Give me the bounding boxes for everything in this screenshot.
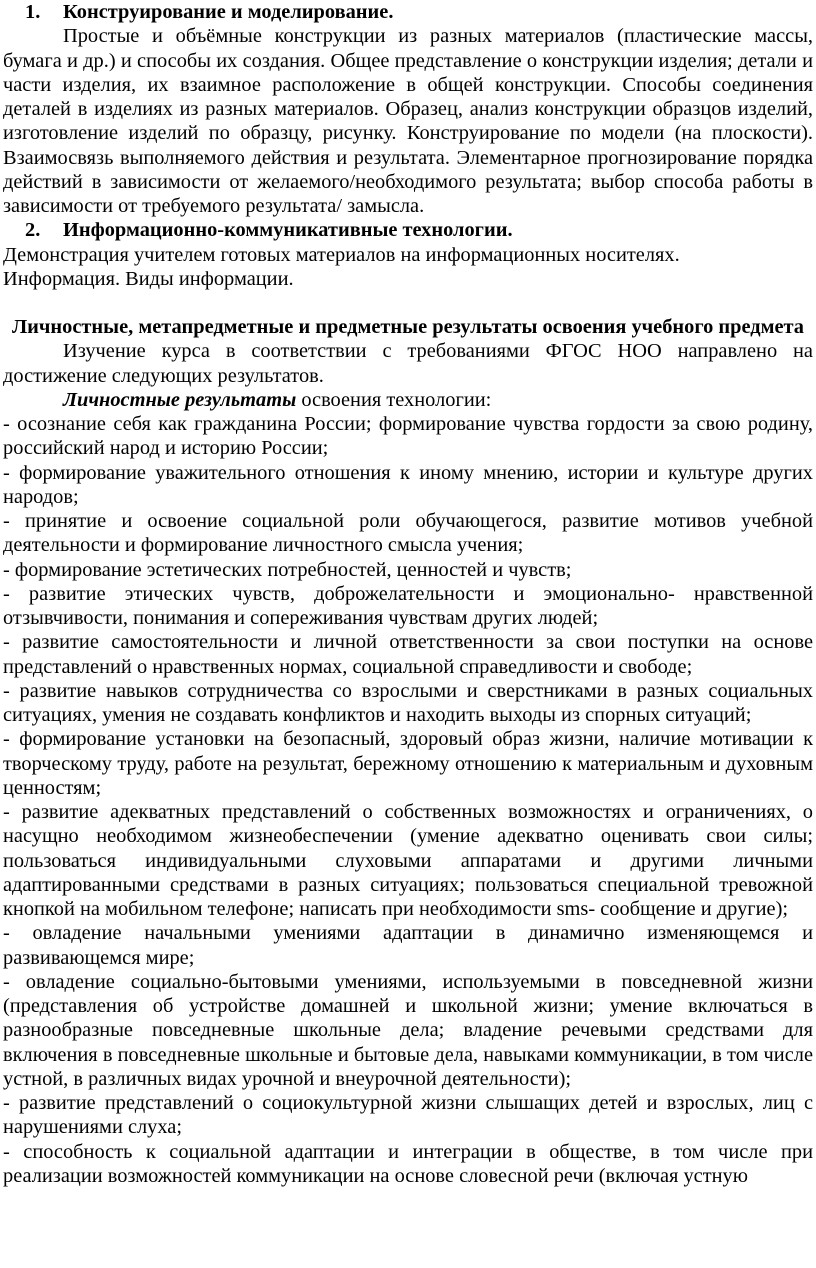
section-2-title: Информационно-коммуникативные технологии. [63,219,513,242]
personal-results-suffix: освоения технологии: [296,388,492,411]
result-item: - развитие адекватных представлений о собственных возможностях и ограничениях, о насущно необходимом жизнеобеспечении (умение адекватно оценивать свои силы; пользоваться индивидуальными слуховыми аппаратами и другими личными адаптированными средствами в разных ситуациях; пользоваться специальной тревожной кнопкой на мобильном телефоне; написать при необходимости sms- сообщение и другие); [3,801,813,920]
result-item: - развитие навыков сотрудничества со взрослыми и сверстниками в разных социальных ситуациях, умения не создавать конфликтов и находить выходы из спорных ситуаций; [3,679,813,726]
result-item: - овладение начальными умениями адаптации в динамично изменяющемся и развивающемся мире; [3,922,813,969]
document-content [3,0,813,1187]
section-2-line: Информация. Виды информации. [3,267,294,290]
section-1-body: Простые и объёмные конструкции из разных материалов (пластические массы, бумага и др.) и способы их создания. Общее представление о конструкции изделия; детали и части изделия, их взаимное расположение в общей конструкции. Способы соединения деталей в изделиях из разных материалов. Образец, анализ конструкции образцов изделий, изготовление изделий по образцу, рисунку. Конструирование по модели (на плоскости). Взаимосвязь выполняемого действия и результата. Элементарное прогнозирование порядка действий в зависимости от желаемого/необходимого результата; выбор способа работы в зависимости от требуемого результата/ замысла. [3,25,813,217]
section-2-number: 2. [25,219,41,242]
result-item: - принятие и освоение социальной роли обучающегося, развитие мотивов учебной деятельности и формирование личностного смысла учения; [3,510,813,557]
section-1-number: 1. [25,1,41,23]
result-item: - овладение социально-бытовыми умениями, используемыми в повседневной жизни (представления об устройстве домашней и школьной жизни; умение включаться в разнообразные повседневные школьные дела; владение речевыми средствами для включения в повседневные школьные и бытовые дела, навыками коммуникации, в том числе устной, в различных видах урочной и внеурочной деятельности); [3,970,813,1090]
result-item: - способность к социальной адаптации и интеграции в обществе, в том числе при реализации возможностей коммуникации на основе словесной речи (включая устную [3,1140,813,1187]
section-1-heading [3,0,813,24]
result-item: - формирование установки на безопасный, здоровый образ жизни, наличие мотивации к творческому труду, работе на результат, бережному отношению к материальным и духовным ценностям; [3,728,813,799]
results-intro: Изучение курса в соответствии с требованиями ФГОС НОО направлено на достижение следующих результатов. [3,340,813,387]
section-2-heading [3,218,813,242]
result-item: - развитие представлений о социокультурной жизни слышащих детей и взрослых, лиц с нарушениями слуха; [3,1092,813,1139]
result-item: - осознание себя как гражданина России; формирование чувства гордости за свою родину, российский народ и историю России; [3,413,813,460]
section-1-title: Конструирование и моделирование. [63,1,394,23]
results-heading: Личностные, метапредметные и предметные результаты освоения учебного предмета [11,316,805,338]
personal-results-line [3,388,813,412]
result-item: - развитие этических чувств, доброжелательности и эмоционально- нравственной отзывчивости, понимания и сопереживания чувствам других людей; [3,582,813,629]
section-2-line: Демонстрация учителем готовых материалов на информационных носителях. [3,243,680,266]
personal-results-label: Личностные результаты [63,388,297,411]
result-item: - формирование эстетических потребностей, ценностей и чувств; [3,558,572,581]
result-item: - формирование уважительного отношения к иному мнению, истории и культуре других народов; [3,461,813,508]
result-item: - развитие самостоятельности и личной ответственности за свои поступки на основе представлений о нравственных нормах, социальной справедливости и свободе; [3,631,813,678]
